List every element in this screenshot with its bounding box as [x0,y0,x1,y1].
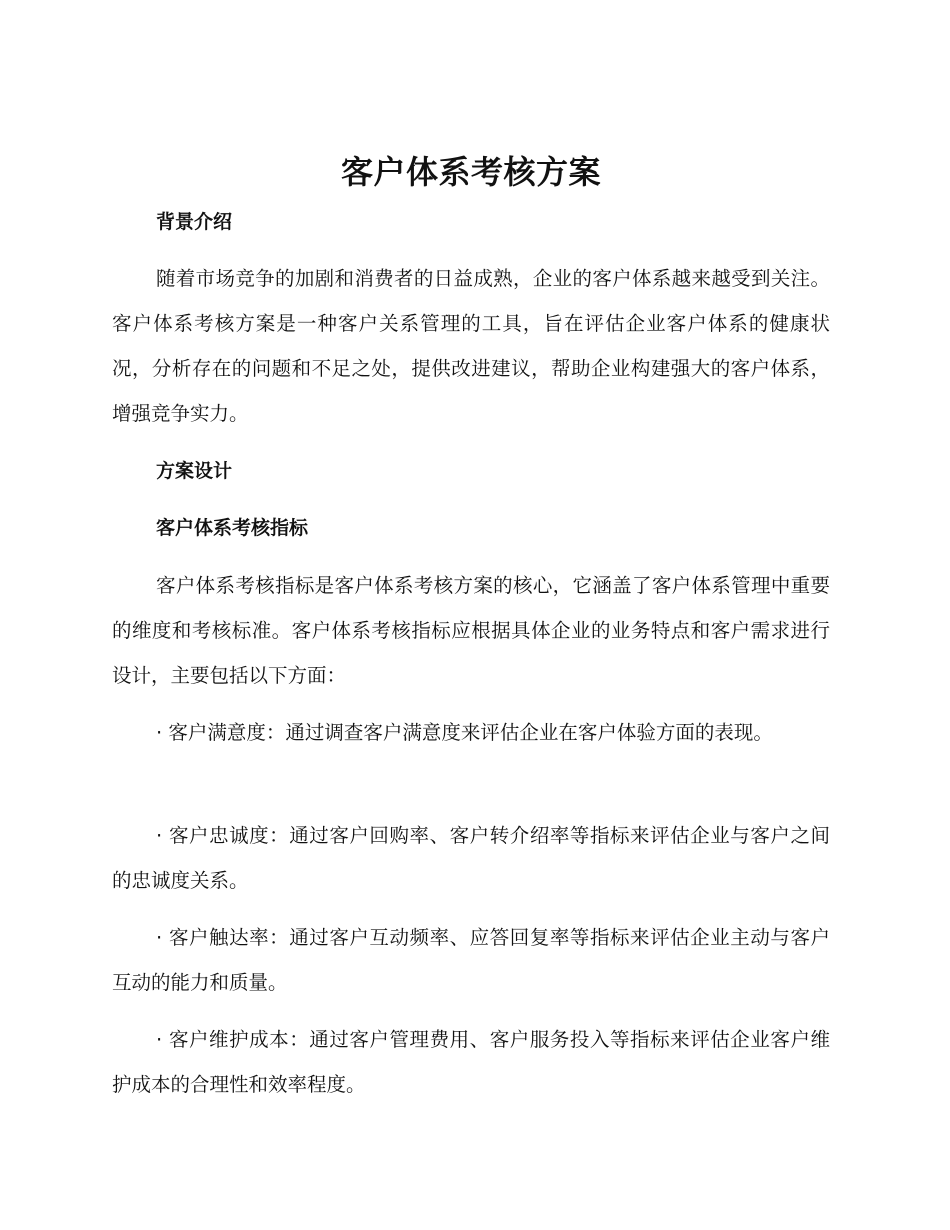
document-title: 客户体系考核方案 [340,153,601,191]
section-heading-background: 背景介绍 [156,211,233,233]
bullet-item-reach: · 客户触达率：通过客户互动频率、应答回复率等指标来评估企业主动与客户互动的能力和质量。 [112,926,830,994]
section-heading-indicators: 客户体系考核指标 [156,517,309,539]
section-heading-design: 方案设计 [156,460,233,482]
bullet-item-loyalty: · 客户忠诚度：通过客户回购率、客户转介绍率等指标来评估企业与客户之间的忠诚度关系。 [112,824,830,892]
bullet-item-satisfaction: · 客户满意度：通过调查客户满意度来评估企业在客户体验方面的表现。 [156,721,773,744]
paragraph-background: 随着市场竞争的加剧和消费者的日益成熟，企业的客户体系越来越受到关注。客户体系考核方案是一种客户关系管理的工具，旨在评估企业客户体系的健康状况，分析存在的问题和不足之处，提供改进建议，帮助企业构建强大的客户体系，增强竞争实力。 [112,267,830,425]
bullet-item-cost: · 客户维护成本：通过客户管理费用、客户服务投入等指标来评估企业客户维护成本的合理性和效率程度。 [112,1028,830,1096]
paragraph-indicators: 客户体系考核指标是客户体系考核方案的核心，它涵盖了客户体系管理中重要的维度和考核标准。客户体系考核指标应根据具体企业的业务特点和客户需求进行设计，主要包括以下方面： [112,574,830,687]
